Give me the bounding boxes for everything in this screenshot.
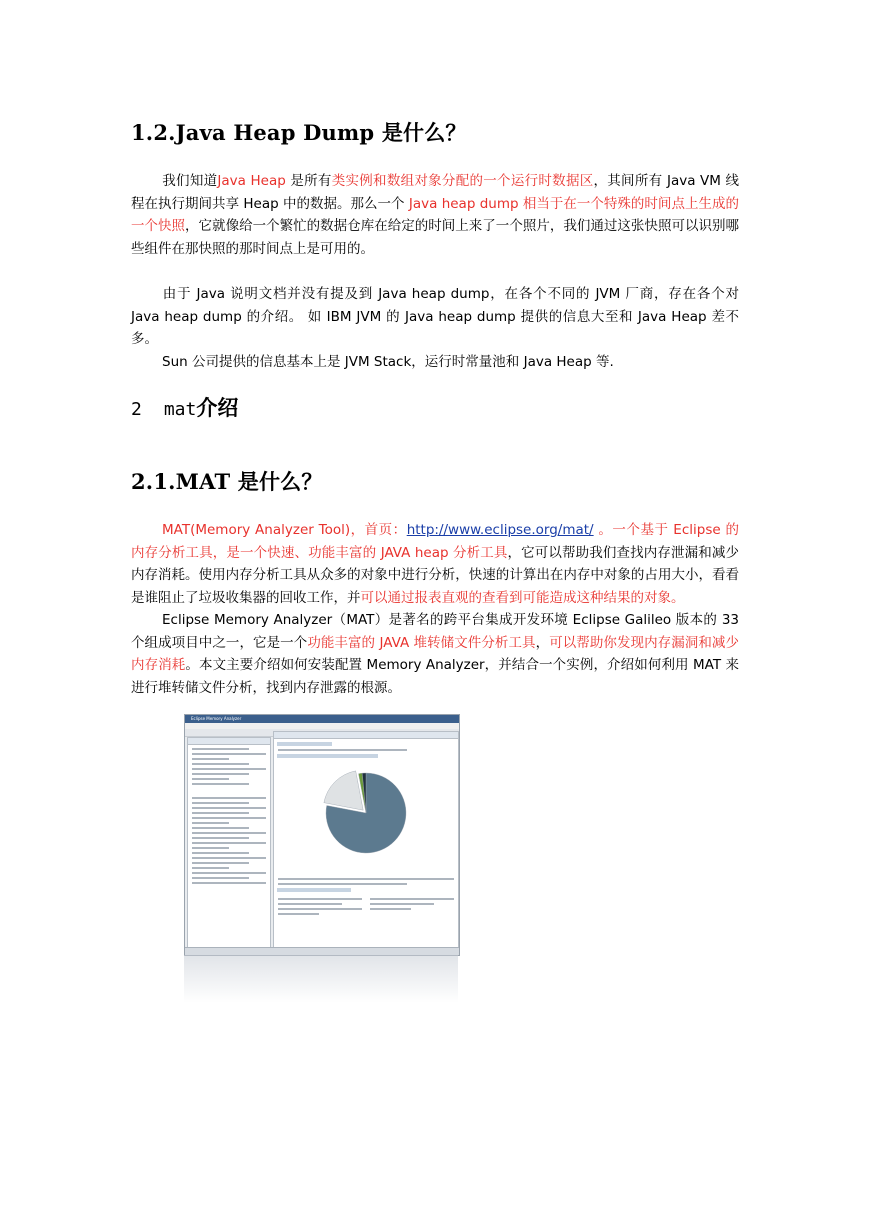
paragraph-java-heap bbox=[131, 170, 739, 260]
screenshot-titlebar: Eclipse Memory Analyzer bbox=[185, 715, 459, 723]
heading-title: 介绍 bbox=[196, 395, 239, 420]
paragraph-eclipse-mat bbox=[131, 609, 739, 699]
paragraph-mat-intro bbox=[131, 519, 739, 609]
heading-number: 1.2. bbox=[131, 120, 176, 145]
highlight-run: 类实例和数组对象分配的一个运行时数据区 bbox=[331, 173, 594, 189]
heading-title: MAT 是什么？ bbox=[175, 469, 323, 494]
text-run: 。本文主要介绍如何安装配置 Memory Analyzer，并结合一个实例，介绍如何利用 MAT 来进行堆转储文件分析，找到内存泄露的根源。 bbox=[131, 657, 739, 696]
screenshot-statusbar bbox=[185, 947, 459, 955]
screenshot-pie-chart bbox=[274, 761, 458, 871]
text-run: 我们知道 bbox=[162, 173, 218, 189]
mat-screenshot-image bbox=[184, 714, 460, 956]
text-run: ，它就像给一个繁忙的数据仓库在给定的时间上来了一个照片，我们通过这张快照可以识别哪些组件在那快照的那时间点上是可用的。 bbox=[131, 218, 740, 257]
screenshot-overview-pane bbox=[273, 731, 459, 949]
screenshot-reflection bbox=[184, 955, 458, 1003]
highlight-run: 可以通过报表直观的查看到可能造成这种结果的对象。 bbox=[360, 589, 685, 606]
pie-slice bbox=[324, 771, 363, 810]
heading-number: 2 bbox=[131, 399, 142, 420]
heading-2-1 bbox=[131, 466, 323, 496]
screenshot-inspector-pane bbox=[187, 737, 271, 949]
text-run: ，其间所有 Java VM 线程在执行期间共享 Heap 中的数据。那么一个 bbox=[131, 173, 740, 212]
highlight-run: 。一个基于 Eclipse 的内存分析工具，是一个快速、功能丰富的 JAVA heap 分析工具 bbox=[131, 522, 739, 561]
paragraph-vendor-dumps bbox=[131, 283, 739, 373]
highlight-run: Java Heap bbox=[217, 173, 286, 189]
text-run: ，它可以帮助我们查找内存泄漏和减少内存消耗。使用内存分析工具从众多的对象中进行分析，快速的计算出在内存中对象的占用大小，看看是谁阻止了垃圾收集器的回收工作，并 bbox=[131, 544, 739, 606]
mat-homepage-link[interactable]: http://www.eclipse.org/mat/ bbox=[406, 522, 594, 538]
heading-title: Java Heap Dump 是什么？ bbox=[175, 120, 467, 145]
highlight-run: Java heap dump 相当于在一个特殊的时间点上生成的一个快照 bbox=[131, 195, 739, 234]
text-run: 由于 Java 说明文档并没有提及到 Java heap dump，在各个不同的 JVM 厂商，存在各个对 Java heap dump 的介绍。 如 IBM JVM 的 Java heap dump 提供的信息大至和 Java Heap 差不多。 bbox=[131, 286, 739, 347]
text-run: 是所有 bbox=[285, 173, 332, 189]
highlight-run: 功能丰富的 JAVA 堆转储文件分析工具 bbox=[307, 634, 536, 651]
text-run: Sun 公司提供的信息基本上是 JVM Stack，运行时常量池和 Java Heap 等. bbox=[162, 353, 614, 370]
heading-mono: mat bbox=[163, 399, 197, 420]
highlight-run: MAT(Memory Analyzer Tool)，首页： bbox=[162, 522, 407, 538]
highlight-run: 可以帮助你发现内存漏洞和减少内存消耗 bbox=[131, 634, 739, 673]
heading-number: 2.1. bbox=[131, 469, 176, 494]
heading-1-2 bbox=[131, 117, 467, 147]
text-run: Eclipse Memory Analyzer（MAT）是著名的跨平台集成开发环境 Eclipse Galileo 版本的 33 个组成项目中之一，它是一个 bbox=[131, 612, 739, 651]
text-run: ， bbox=[535, 634, 550, 651]
heading-2 bbox=[131, 392, 238, 422]
